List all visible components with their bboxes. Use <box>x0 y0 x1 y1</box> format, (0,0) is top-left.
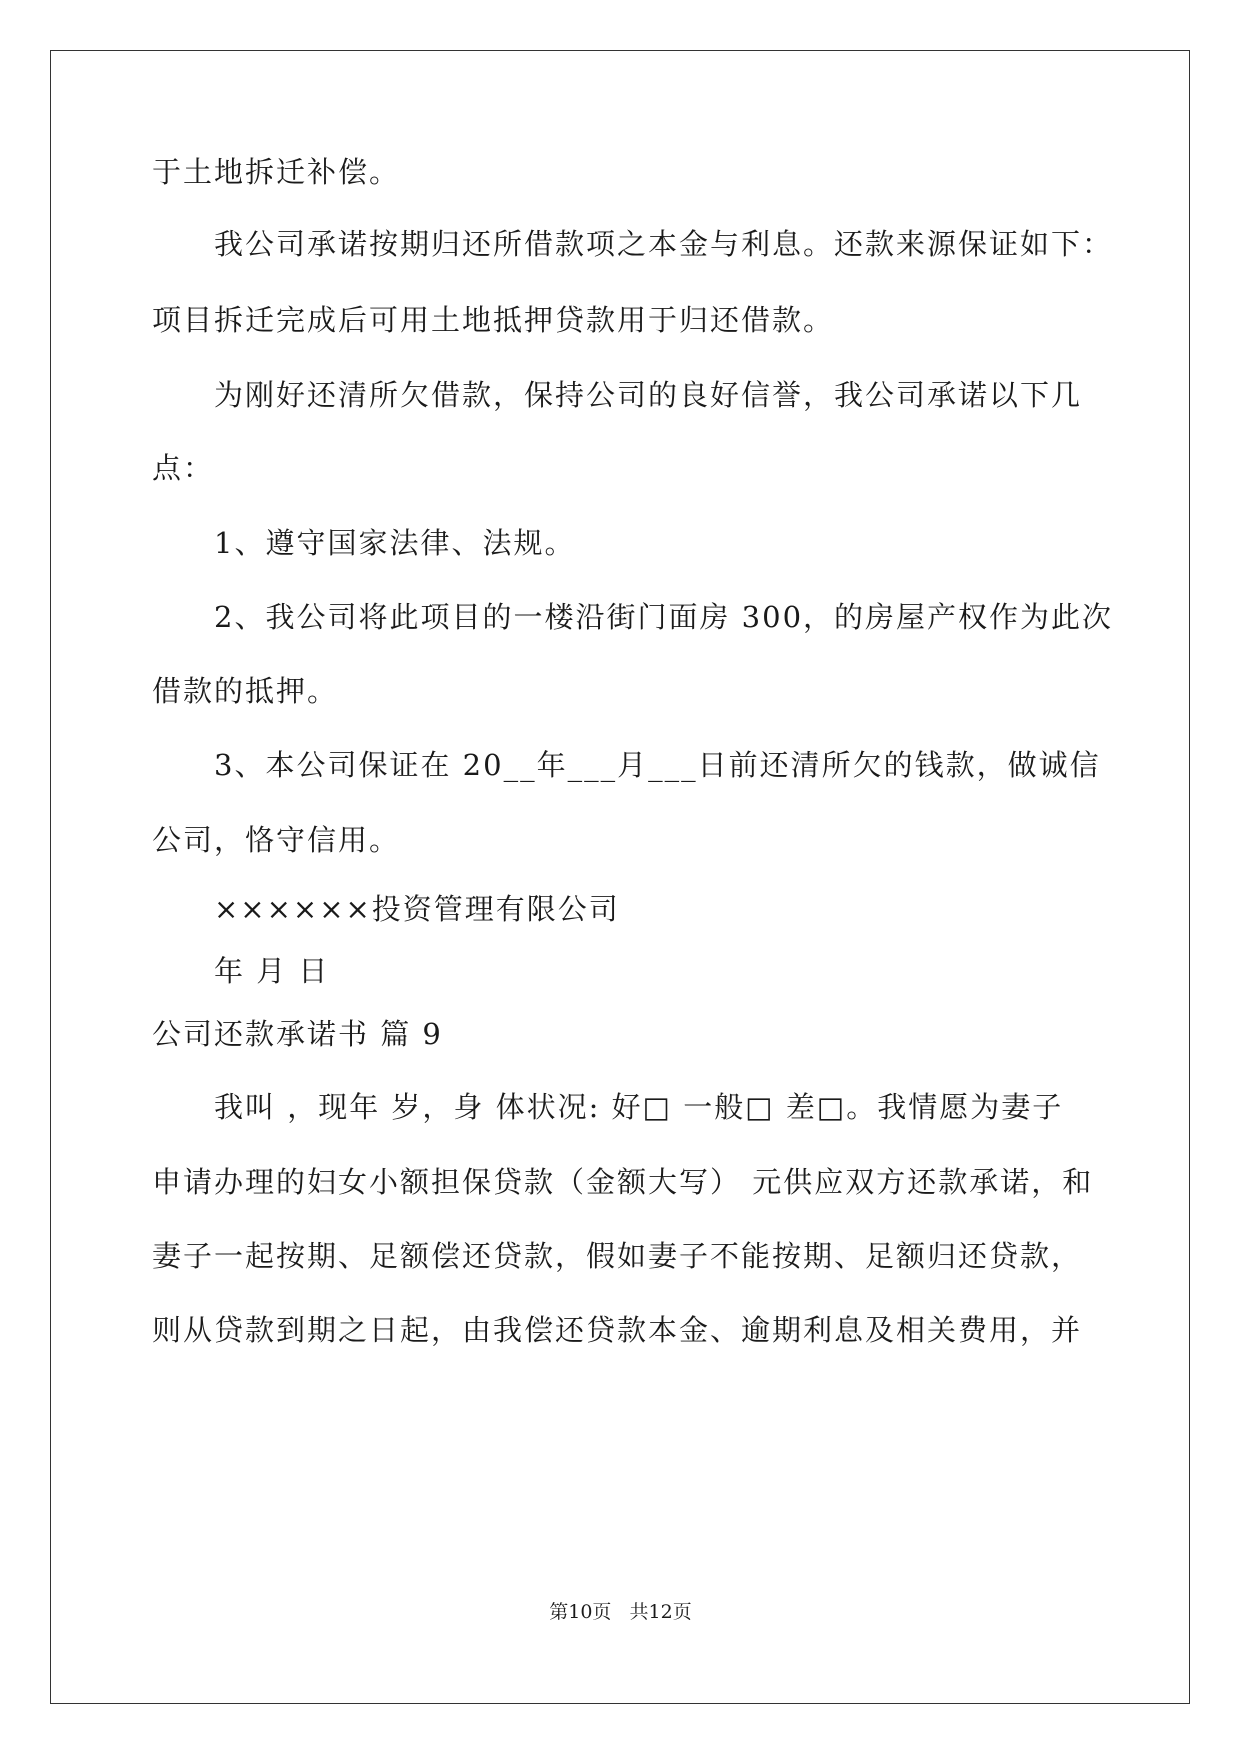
text-line: 则从贷款到期之日起，由我偿还贷款本金、逾期利息及相关费用，并 <box>152 1313 1083 1347</box>
text-line: 申请办理的妇女小额担保贷款（金额大写） 元供应双方还款承诺，和 <box>152 1165 1094 1199</box>
page-border <box>50 50 1190 1704</box>
paragraph-line: 为刚好还清所欠借款，保持公司的良好信誉，我公司承诺以下几 <box>214 378 1083 412</box>
text-line: 项目拆迁完成后可用土地抵押贷款用于归还借款。 <box>152 303 835 337</box>
text-line: 借款的抵押。 <box>152 674 339 708</box>
text-line: 于土地拆迁补偿。 <box>152 155 401 189</box>
section-heading: 公司还款承诺书 篇 9 <box>152 1017 443 1051</box>
text-line: 公司，恪守信用。 <box>152 823 401 857</box>
company-signature: ××××××投资管理有限公司 <box>214 892 620 926</box>
list-item: 3、本公司保证在 20__年___月___日前还清所欠的钱款，做诚信 <box>214 748 1101 782</box>
paragraph-line: 我叫 ，现年 岁，身 体状况: 好□ 一般□ 差□。我情愿为妻子 <box>214 1090 1064 1124</box>
text-line: 妻子一起按期、足额偿还贷款，假如妻子不能按期、足额归还贷款， <box>152 1239 1083 1273</box>
date-line: 年 月 日 <box>214 954 330 988</box>
list-item: 2、我公司将此项目的一楼沿街门面房 300，的房屋产权作为此次 <box>214 600 1114 634</box>
list-item: 1、遵守国家法律、法规。 <box>214 526 576 560</box>
paragraph-line: 我公司承诺按期归还所借款项之本金与利息。还款来源保证如下： <box>214 227 1114 261</box>
text-line: 点： <box>152 451 215 485</box>
page-number: 第10页 共12页 <box>549 1601 692 1623</box>
